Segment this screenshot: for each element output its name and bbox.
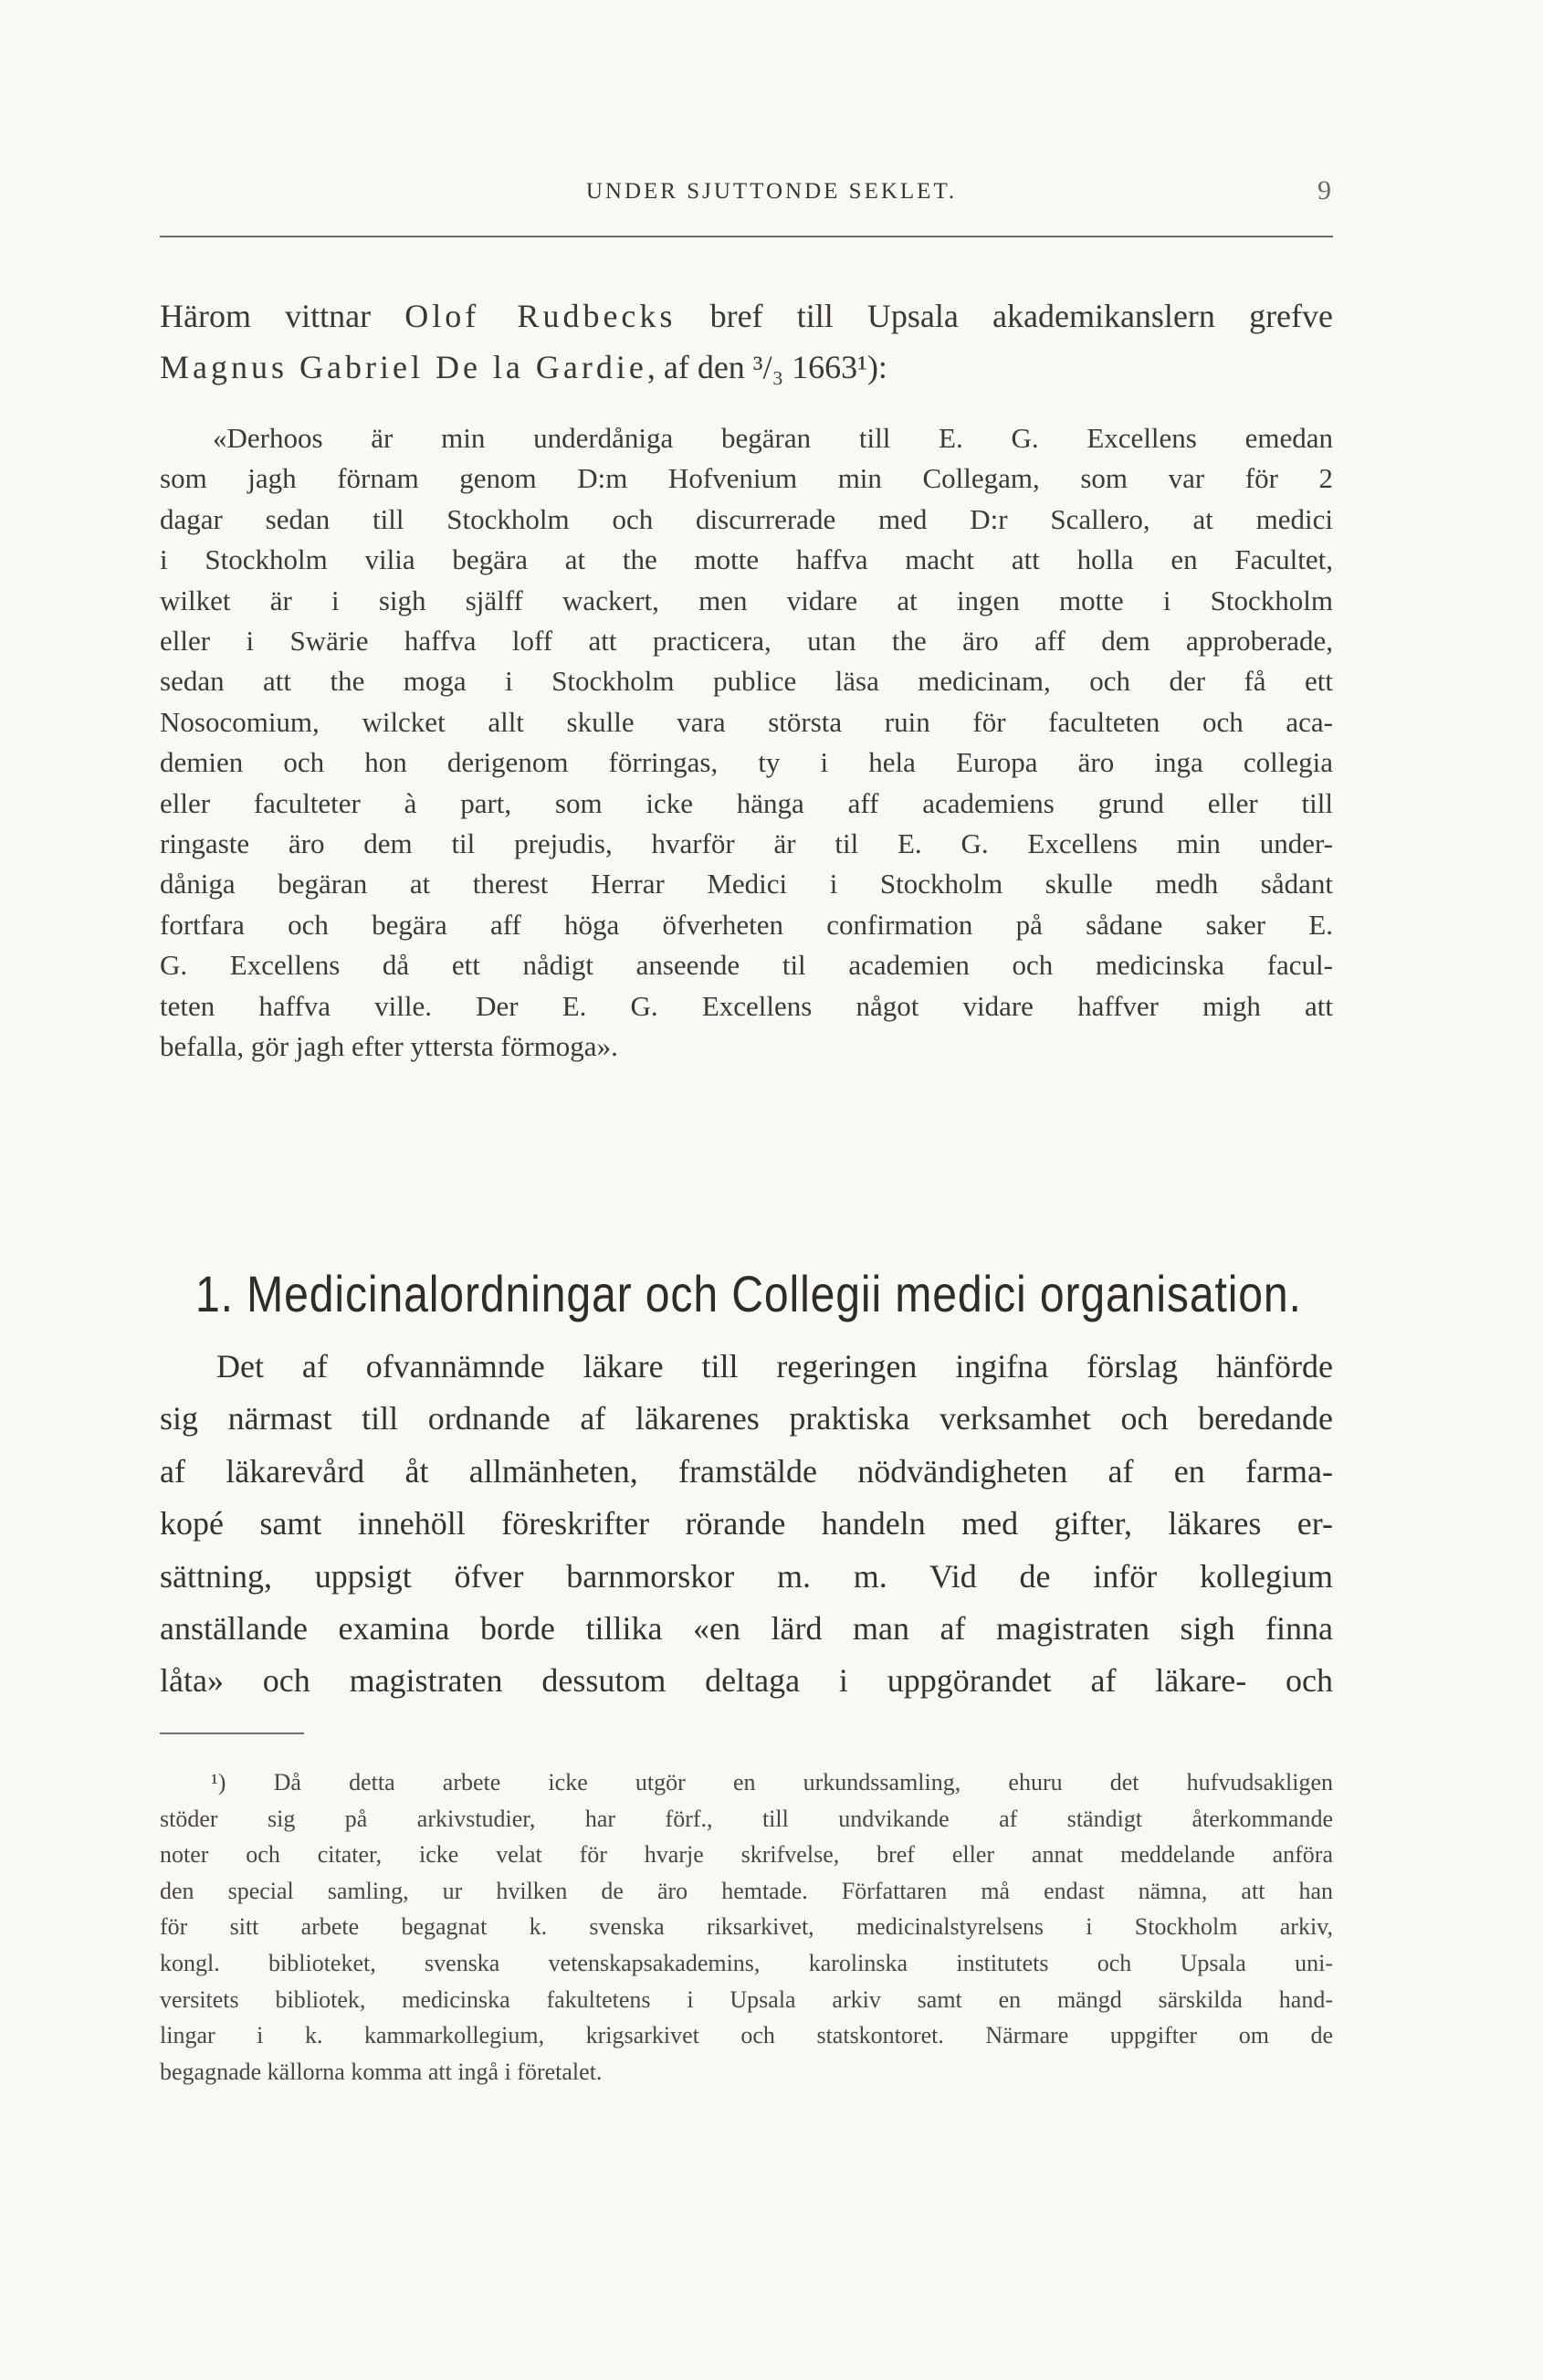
footnote-line: kongl. biblioteket, svenska vetenskapsakademins, karolinska institutets och Upsala uni- <box>160 1949 1333 1976</box>
body-line: Det af ofvannämnde läkare till regeringen ingifna förslag hänförde <box>216 1348 1333 1385</box>
footnote-line: stöder sig på arkivstudier, har förf., till undvikande af ständigt återkommande <box>160 1805 1333 1832</box>
footnote-line: den special samling, ur hvilken de äro hemtade. Författaren må endast nämna, att han <box>160 1877 1333 1904</box>
quote-line: befalla, gör jagh efter yttersta förmoga». <box>160 1030 618 1063</box>
footnote-line: noter och citater, icke velat för hvarje skrifvelse, bref eller annat meddelande anföra <box>160 1841 1333 1869</box>
intro-text: Härom vittnar <box>160 298 405 334</box>
quote-line: eller i Swärie haffva loff att practicera, utan the äro aff dem approberade, <box>160 625 1333 658</box>
quote-line: wilket är i sigh själff wackert, men vidare at ingen motte i Stockholm <box>160 584 1333 616</box>
footnote-line: versitets bibliotek, medicinska fakultetens i Upsala arkiv samt en mängd särskilda hand- <box>160 1985 1333 2013</box>
body-line: sättning, uppsigt öfver barnmorskor m. m. Vid de inför kollegium <box>160 1557 1333 1595</box>
quote-line: dåniga begäran at therest Herrar Medici i Stockholm skulle medh sådant <box>160 868 1333 900</box>
intro-line <box>160 342 1333 393</box>
footnote-rule <box>160 1732 304 1734</box>
body-line: låta» och magistraten dessutom deltaga i uppgörandet af läkare- och <box>160 1662 1333 1700</box>
intro-text: , af den ³/₃ 1663¹): <box>646 349 887 385</box>
body-paragraph <box>160 1341 1333 1708</box>
quoted-letter <box>160 418 1333 1068</box>
header-rule <box>160 236 1333 237</box>
body-line: anställande examina borde tillika «en lärd man af magistraten sigh finna <box>160 1610 1333 1648</box>
section-heading: 1. Medicinalordningar och Collegii medici organisation. <box>195 1265 1302 1322</box>
quote-line: eller faculteter à part, som icke hänga aff academiens grund eller till <box>160 786 1333 819</box>
quote-line: demien och hon derigenom förringas, ty i hela Europa äro inga collegia <box>160 746 1333 779</box>
body-line: af läkarevård åt allmänheten, framstälde nödvändigheten af en farma- <box>160 1452 1333 1490</box>
quote-line: Nosocomium, wilcket allt skulle vara största ruin för faculteten och aca- <box>160 705 1333 738</box>
quote-line: som jagh förnam genom D:m Hofvenium min Collegam, som var för 2 <box>160 462 1333 495</box>
quote-line: sedan att the moga i Stockholm publice läsa medicinam, och der få ett <box>160 665 1333 698</box>
body-line: kopé samt innehöll föreskrifter rörande handeln med gifter, läkares er- <box>160 1505 1333 1543</box>
spaced-name: Magnus Gabriel De la Gardie <box>160 349 647 385</box>
spaced-name: Olof Rudbecks <box>404 298 677 334</box>
quote-line: i Stockholm vilia begära at the motte haffva macht att holla en Facultet, <box>160 543 1333 576</box>
quote-line: teten haffva ville. Der E. G. Excellens något vidare haffver migh att <box>160 989 1333 1022</box>
running-head <box>0 175 1543 216</box>
intro-text: bref till Upsala akademikanslern grefve <box>676 298 1334 334</box>
intro-paragraph <box>160 290 1333 393</box>
body-line: sig närmast till ordnande af läkarenes praktiska verksamhet och beredande <box>160 1400 1333 1437</box>
intro-line <box>160 290 1333 342</box>
quote-line: G. Excellens då ett nådigt anseende til academien och medicinska facul- <box>160 949 1333 982</box>
footnote <box>160 1764 1333 2090</box>
quote-line: dagar sedan till Stockholm och discurrerade med D:r Scallero, at medici <box>160 502 1333 535</box>
footnote-line: för sitt arbete begagnat k. svenska riksarkivet, medicinalstyrelsens i Stockholm arkiv, <box>160 1913 1333 1941</box>
quote-line: «Derhoos är min underdåniga begäran till E. G. Excellens emedan <box>213 422 1333 454</box>
page-number: 9 <box>1317 175 1331 205</box>
quote-line: fortfara och begära aff höga öfverheten confirmation på sådane saker E. <box>160 908 1333 941</box>
running-title: UNDER SJUTTONDE SEKLET. <box>585 179 958 204</box>
footnote-line: begagnade källorna komma att ingå i företalet. <box>160 2058 603 2085</box>
footnote-line: lingar i k. kammarkollegium, krigsarkivet och statskontoret. Närmare uppgifter om de <box>160 2022 1333 2049</box>
footnote-line: ¹) Då detta arbete icke utgör en urkundssamling, ehuru det hufvudsakligen <box>211 1769 1333 1796</box>
quote-line: ringaste äro dem til prejudis, hvarför är til E. G. Excellens min under- <box>160 827 1333 860</box>
